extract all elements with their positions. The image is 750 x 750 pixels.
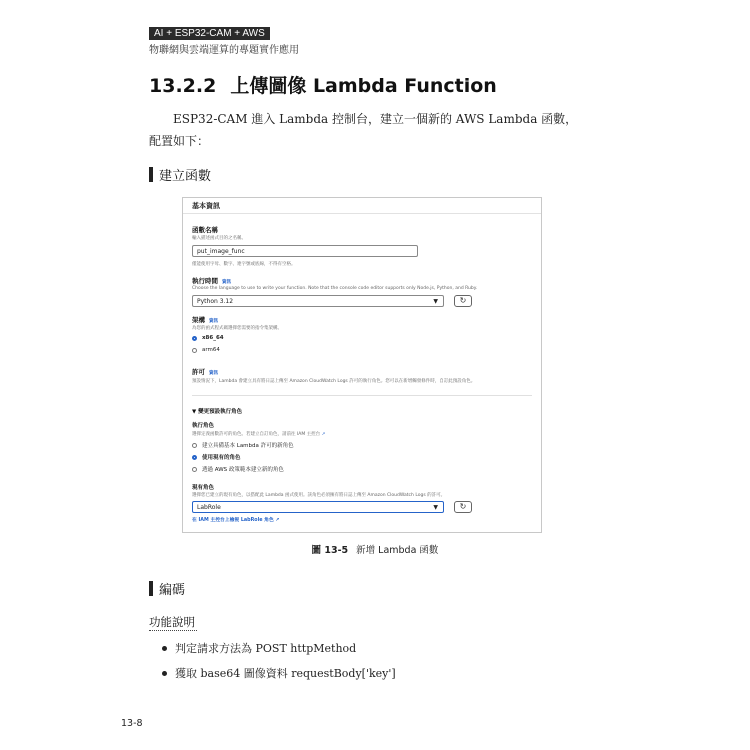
runtime-value: Python 3.12 [197,298,234,305]
permission-label: 許可 [192,368,205,376]
figure-caption [0,542,750,556]
chevron-down-icon: ▼ [433,504,438,511]
bullet-dot-icon [162,646,167,651]
refresh-runtime-button[interactable] [454,295,472,307]
intro-paragraph: ESP32-CAM 進入 Lambda 控制台，建立一個新的 AWS Lambda 函數，配置如下： [149,112,578,148]
exec-role-hint [192,431,325,437]
external-link-icon: ↗ [275,518,280,523]
exec-role-option-label: 建立具備基本 Lambda 許可的新角色 [202,443,294,449]
section-number: 13.2.2 [149,75,217,97]
radio-icon [192,443,197,448]
architecture-label: 架構 [192,316,205,324]
subsection-coding [149,579,185,598]
exec-role-option-new[interactable] [192,441,294,449]
existing-role-label: 現有角色 [192,485,215,491]
bullet-dot-icon [162,671,167,676]
permission-hint: 預設情況下，Lambda 會建立具有將日誌上傳至 Amazon CloudWatch Logs 許可的執行角色。您可以在新增觸發條件時，自訂此預設角色。 [192,379,476,384]
radio-selected-icon [192,455,197,460]
existing-role-value: LabRole [197,504,221,511]
exec-role-label: 執行角色 [192,423,215,429]
architecture-hint: 為您的函式程式碼選擇您需要的指令集架構。 [192,326,282,331]
figure-caption-text: 新增 Lambda 函數 [356,545,439,556]
runtime-hint: Choose the language to use to write your function. Note that the console code editor supports only Node.js, Python, and Ruby. [192,286,478,291]
runtime-label: 執行時間 [192,277,218,285]
exec-role-option-existing[interactable] [192,453,241,461]
architecture-info-link[interactable]: 資訊 [209,319,218,324]
lambda-basic-info-panel [182,197,542,533]
view-role-link-text: 在 IAM 主控台上檢視 LabRole 角色 [192,518,274,523]
exec-role-option-label: 使用現有的角色 [202,455,241,461]
panel-header: 基本資訊 [183,198,541,214]
existing-role-select[interactable] [192,501,444,513]
architecture-label-row [192,315,218,324]
bullet-item [162,665,396,681]
subsection-label: 建立函數 [159,169,212,184]
book-tag: AI + ESP32-CAM + AWS [149,27,270,40]
refresh-icon: ↻ [459,502,467,511]
section-bar [149,167,153,182]
section-heading [149,71,497,98]
refresh-role-button[interactable] [454,501,472,513]
function-description-heading: 功能說明 [149,615,195,629]
figure-number: 圖 13-5 [311,545,349,556]
chevron-down-icon: ▼ [433,298,438,305]
bullet-text: 獲取 base64 圖像資料 requestBody['key'] [175,667,396,680]
runtime-select[interactable] [192,295,444,307]
bullet-text: 判定請求方法為 POST httpMethod [175,642,357,655]
external-link-icon[interactable]: ↗ [321,432,326,437]
function-name-hint: 輸入描述函式目的之名稱。 [192,236,246,241]
radio-icon [192,348,197,353]
divider [192,395,532,396]
function-name-rule: 僅能使用字母、數字、連字號或底線，不得有空格。 [192,262,296,267]
exec-role-option-template[interactable] [192,465,284,473]
view-role-link[interactable] [192,516,279,523]
arch-option-label: x86_64 [202,335,224,341]
dotted-underline [149,630,197,631]
radio-icon [192,467,197,472]
arch-option-arm64[interactable] [192,347,220,353]
book-subtitle: 物聯網與雲端運算的專題實作應用 [149,45,299,56]
exec-role-hint-text: 選擇定義函數許可的角色。若建立自訂角色，請前往 IAM 主控台 [192,432,321,437]
bullet-item [162,640,356,656]
arch-option-label: arm64 [202,347,220,353]
radio-selected-icon [192,336,197,341]
change-role-toggle[interactable]: ▼ 變更預設執行角色 [192,409,243,415]
runtime-info-link[interactable]: 資訊 [222,280,231,285]
existing-role-hint: 選擇您已建立的現有角色，以搭配此 Lambda 函式使用。該角色必須擁有將日誌上傳至 Amazon CloudWatch Logs 的許可。 [192,493,446,498]
arch-option-x86[interactable] [192,335,224,341]
function-name-label: 函數名稱 [192,226,218,234]
exec-role-option-label: 透過 AWS 政策範本建立新的角色 [202,467,284,473]
refresh-icon: ↻ [459,296,467,305]
permission-label-row [192,367,218,376]
function-name-input[interactable]: put_image_func [192,245,418,257]
subsection-label: 編碼 [159,583,186,598]
section-title: 上傳圖像 Lambda Function [230,75,497,97]
section-bar [149,581,153,596]
permission-info-link[interactable]: 資訊 [209,371,218,376]
subsection-create-function [149,165,211,184]
page-number: 13-8 [121,718,143,729]
runtime-label-row [192,276,231,285]
